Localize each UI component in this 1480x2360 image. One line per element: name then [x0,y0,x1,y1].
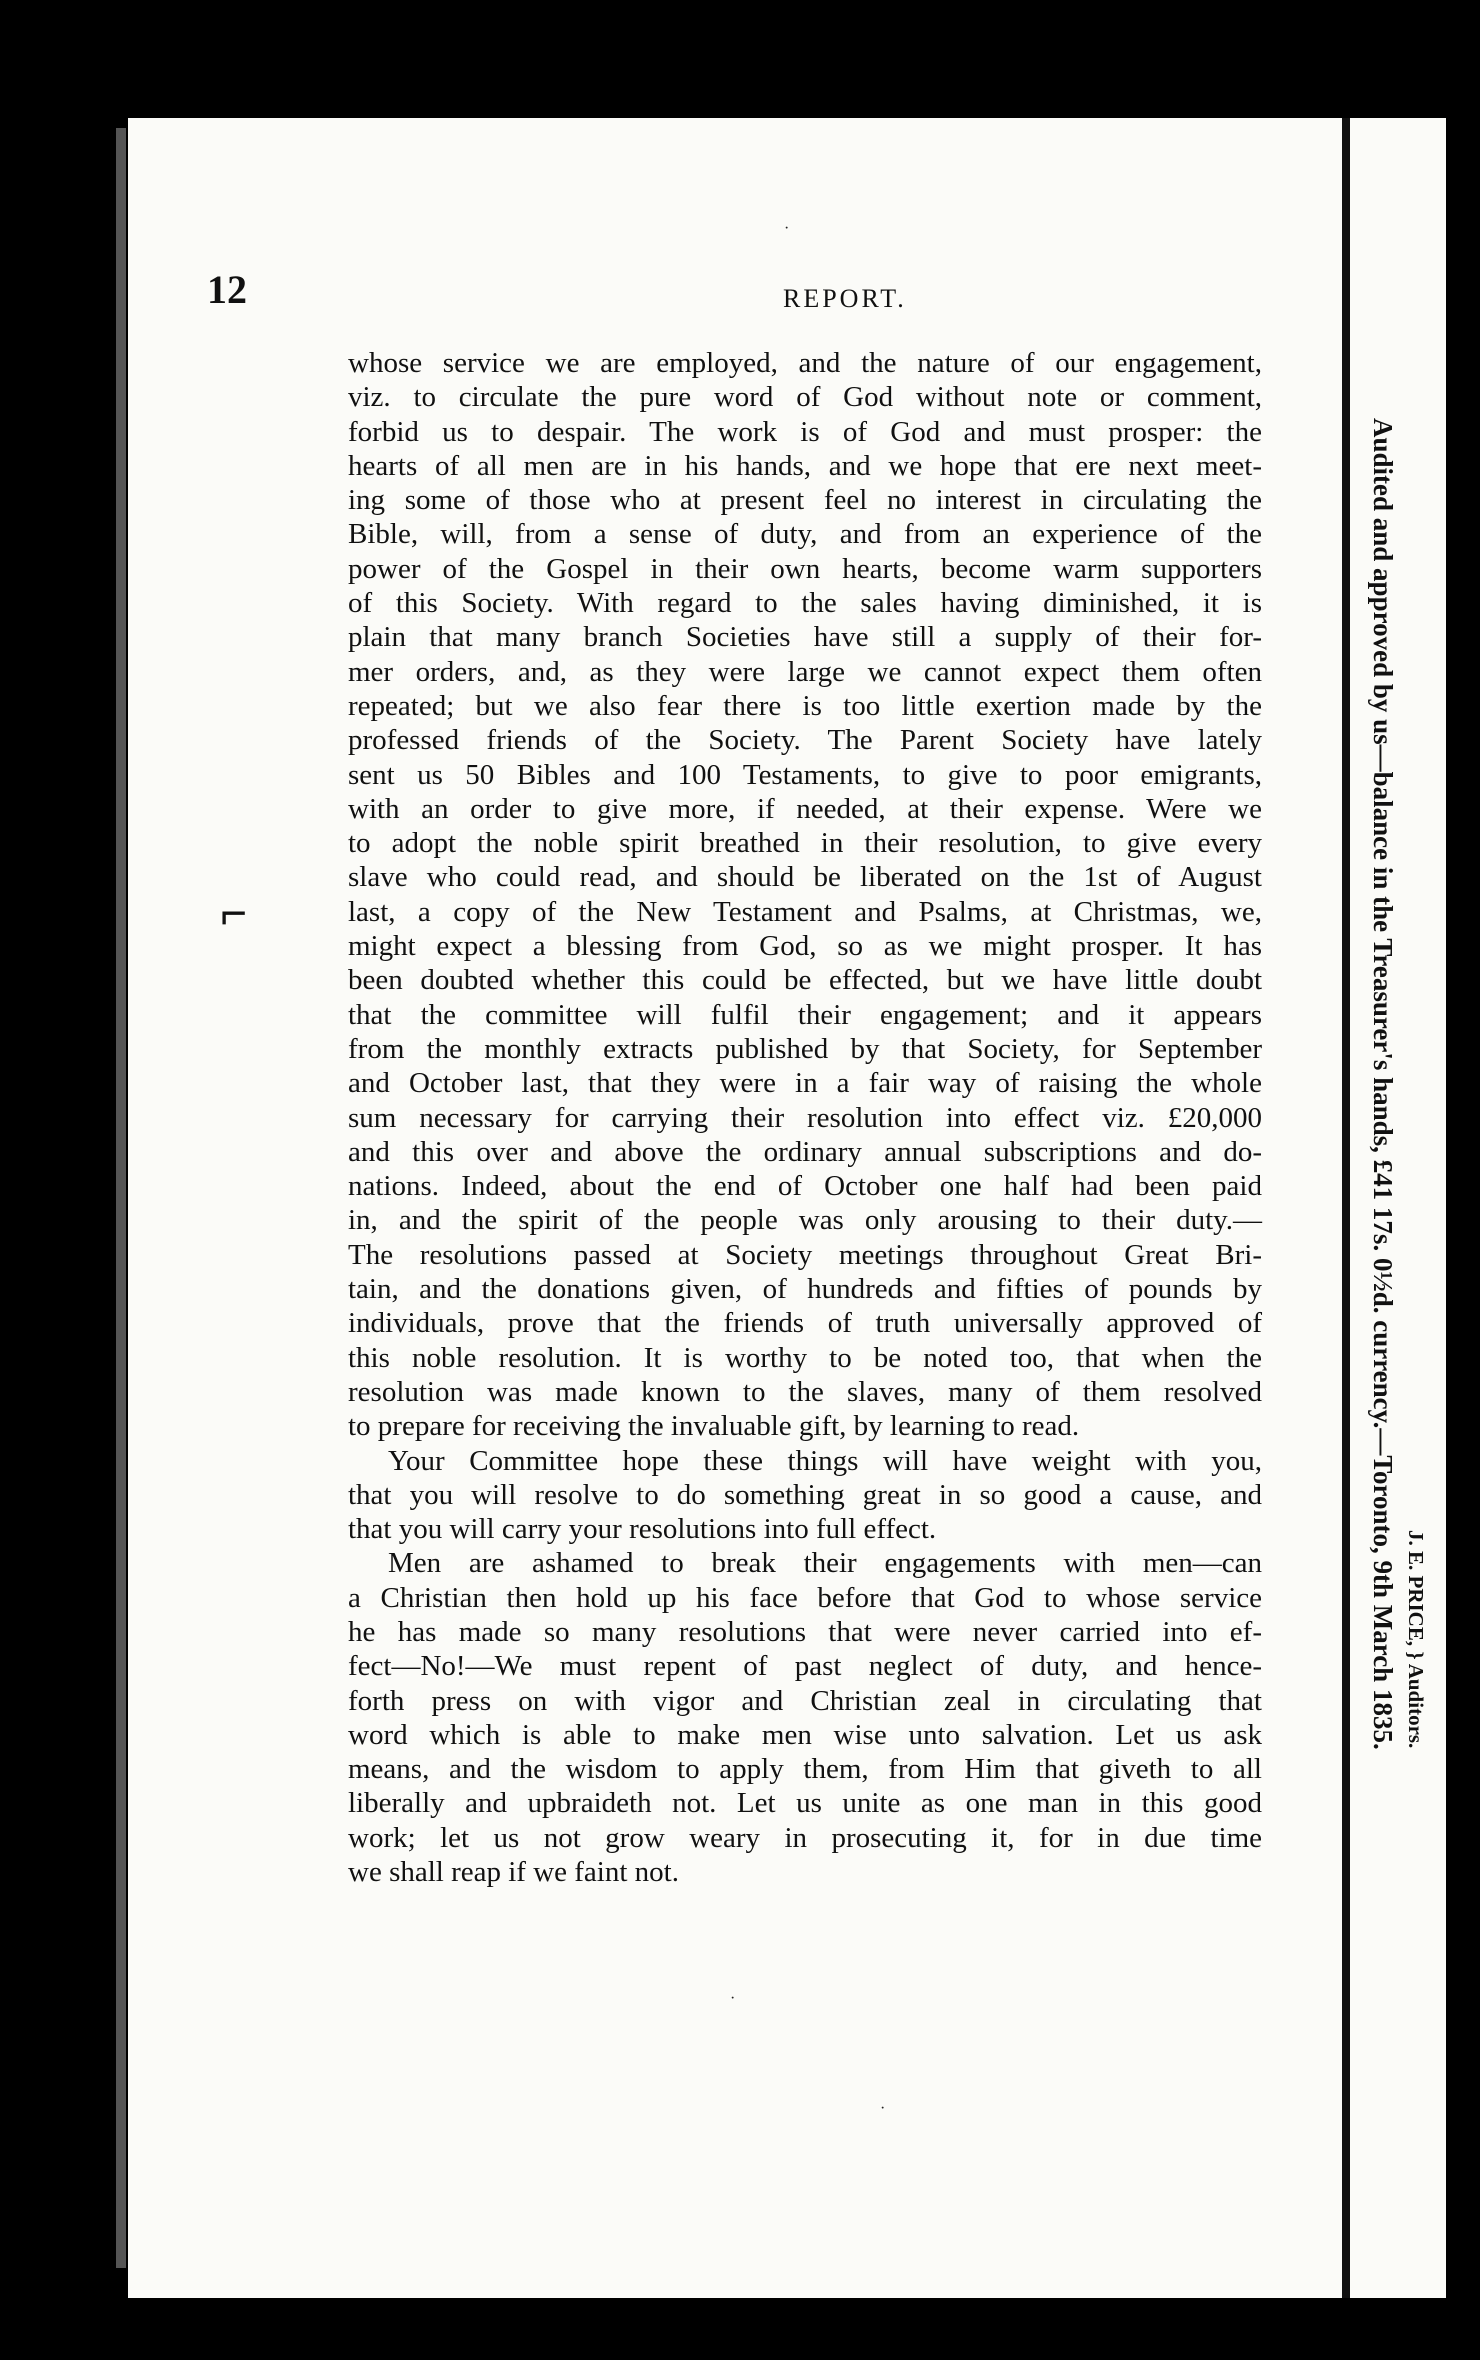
audit-note: Audited and approved by us—balance in the Treasurer's hands, £41 17s. 0½d. currency.—Toronto, 9th March 1835. [1368,418,1398,1750]
text-line: been doubted whether this could be effected, but we have little doubt [348,964,1262,997]
speck-mark: · [880,2100,886,2117]
text-line: viz. to circulate the pure word of God without note or comment, [348,381,1262,414]
page-gutter [1342,118,1350,2298]
margin-mark: ⌐ [220,887,248,940]
scan-border [116,128,126,2268]
text-line: forbid us to despair. The work is of God and must prosper: the [348,415,1262,448]
text-line: forth press on with vigor and Christian zeal in circulating that [348,1684,1262,1717]
text-line: sent us 50 Bibles and 100 Testaments, to give to poor emigrants, [348,758,1262,791]
speck-mark: · [784,220,790,237]
speck-mark: · [730,1990,736,2007]
text-line: fect—No!—We must repent of past neglect of duty, and hence- [348,1650,1262,1683]
text-line: tain, and the donations given, of hundreds and fifties of pounds by [348,1273,1262,1306]
text-line: of this Society. With regard to the sales having diminished, it is [348,587,1262,620]
text-line: slave who could read, and should be liberated on the 1st of August [348,861,1262,894]
running-head: REPORT. [783,284,907,313]
text-line: resolution was made known to the slaves, many of them resolved [348,1375,1262,1408]
page-number: 12 [207,267,247,312]
text-line: to prepare for receiving the invaluable gift, by learning to read. [348,1410,1080,1443]
text-line: mer orders, and, as they were large we cannot expect them often [348,655,1262,688]
text-line: a Christian then hold up his face before that God to whose service [348,1581,1262,1614]
text-line: hearts of all men are in his hands, and we hope that ere next meet- [348,449,1262,482]
text-line: means, and the wisdom to apply them, from Him that giveth to all [348,1753,1262,1786]
text-line: with an order to give more, if needed, at their expense. Were we [348,792,1262,825]
text-line: Your Committee hope these things will have weight with you, [388,1444,1262,1477]
text-line: he has made so many resolutions that were never carried into ef- [348,1615,1262,1648]
text-line: individuals, prove that the friends of truth universally approved of [348,1307,1262,1340]
text-line: that you will carry your resolutions into full effect. [348,1513,937,1546]
text-line: word which is able to make men wise unto salvation. Let us ask [348,1718,1262,1751]
text-line: that the committee will fulfil their engagement; and it appears [348,998,1262,1031]
text-line: whose service we are employed, and the nature of our engagement, [348,347,1262,379]
text-line: and this over and above the ordinary annual subscriptions and do- [348,1135,1262,1168]
auditor-signature: J. E. PRICE, } Auditors. [1404,1530,1428,1749]
text-line: to adopt the noble spirit breathed in their resolution, to give every [348,827,1262,860]
text-line: this noble resolution. It is worthy to be noted too, that when the [348,1341,1262,1374]
text-line: from the monthly extracts published by that Society, for September [348,1032,1262,1065]
text-line: plain that many branch Societies have still a supply of their for- [348,621,1262,654]
text-line: ing some of those who at present feel no interest in circulating the [348,484,1262,517]
facing-page-strip [1350,118,1446,2298]
text-line: that you will resolve to do something great in so good a cause, and [348,1478,1262,1511]
text-line: last, a copy of the New Testament and Psalms, at Christmas, we, [348,895,1262,928]
text-line: in, and the spirit of the people was only arousing to their duty.— [348,1204,1262,1237]
text-line: work; let us not grow weary in prosecuting it, for in due time [348,1821,1262,1854]
text-line: Men are ashamed to break their engagements with men—can [388,1547,1262,1580]
text-line: repeated; but we also fear there is too little exertion made by the [348,689,1262,722]
text-line: The resolutions passed at Society meetings throughout Great Bri- [348,1238,1262,1271]
report-body [348,346,1262,1889]
text-line: power of the Gospel in their own hearts, become warm supporters [348,552,1262,585]
text-line: Bible, will, from a sense of duty, and from an experience of the [348,518,1262,551]
text-line: might expect a blessing from God, so as we might prosper. It has [348,930,1262,963]
text-line: nations. Indeed, about the end of October one half had been paid [348,1170,1262,1203]
text-line: sum necessary for carrying their resolution into effect viz. £20,000 [348,1101,1262,1134]
text-line: liberally and upbraideth not. Let us unite as one man in this good [348,1787,1262,1820]
text-line: professed friends of the Society. The Parent Society have lately [348,724,1262,757]
text-line: and October last, that they were in a fair way of raising the whole [348,1067,1262,1100]
text-line: we shall reap if we faint not. [348,1856,679,1889]
